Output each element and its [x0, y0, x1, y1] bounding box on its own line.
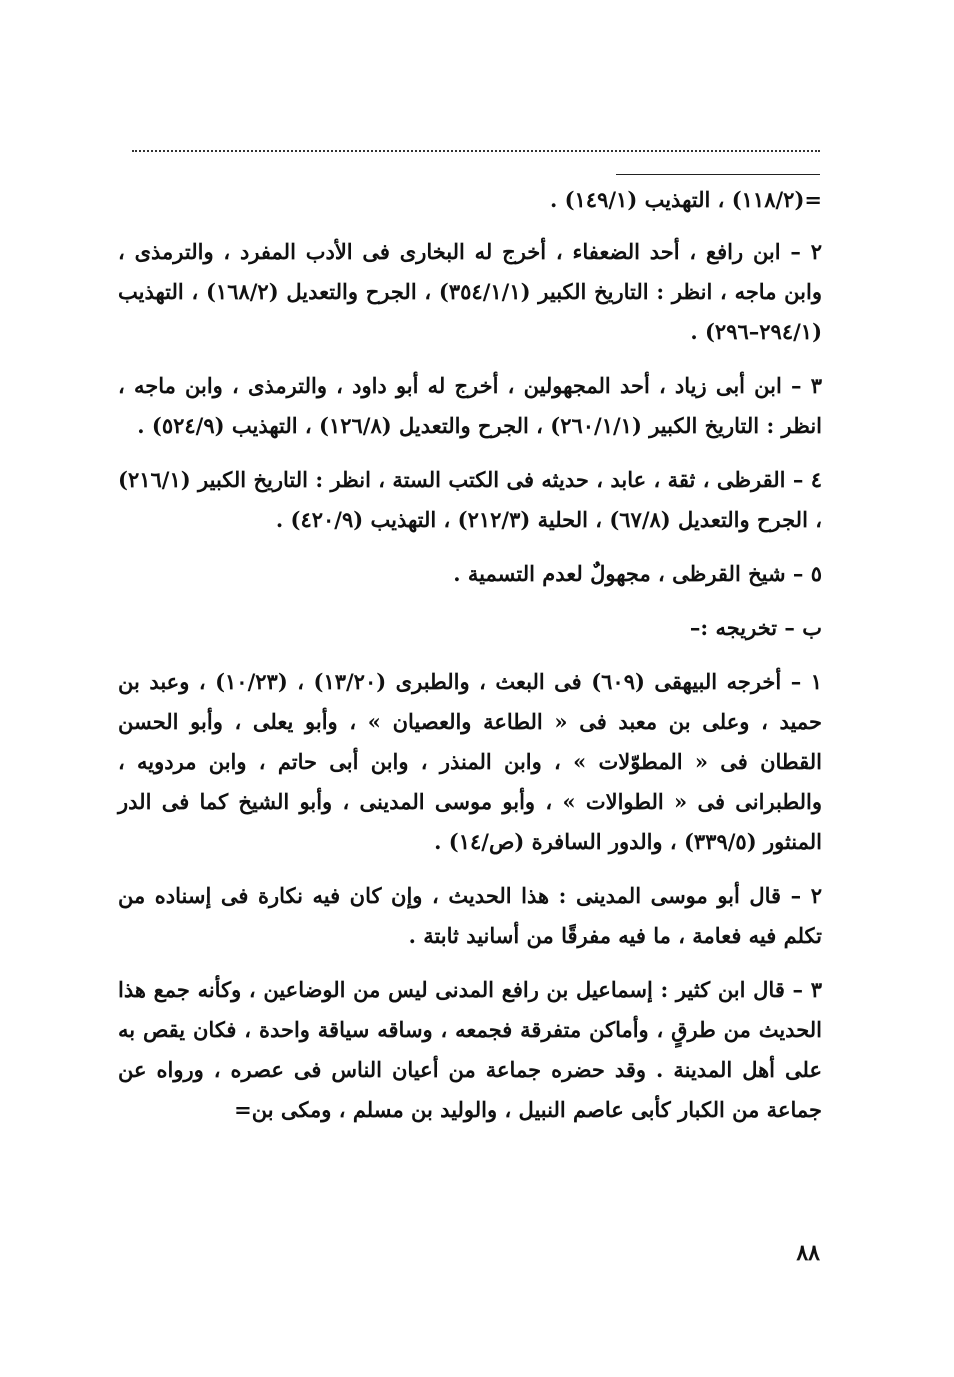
- footnote-separator: [616, 174, 820, 175]
- page-number: ٨٨: [796, 1240, 820, 1266]
- dotted-separator: [132, 150, 820, 152]
- footnote-item-2: ٢ – ابن رافع ، أحد الضعفاء ، أخرج له البخارى فى الأدب المفرد ، والترمذى ، وابن ماجه ، انظر : التاريخ الكبير (٣٥٤/١/١) ، الجرح والتعديل (١٦٨/٢) ، التهذيب (٢٩٤/١–٢٩٦) .: [118, 239, 822, 344]
- takhrij-item-2: ٢ – قال أبو موسى المدينى : هذا الحديث ، وإن كان فيه نكارة فى إسناده من تكلم فيه فعامة ، ما فيه مفرقًا من أسانيد ثابتة .: [118, 883, 822, 948]
- footnote-continuation: =(١١٨/٢) ، التهذيب (١٤٩/١) .: [549, 187, 822, 212]
- footnote-item-3: ٣ – ابن أبى زياد ، أحد المجهولين ، أخرج له أبو داود ، والترمذى ، وابن ماجه ، انظر : التاريخ الكبير (٢٦٠/١/١) ، الجرح والتعديل (١٢٦/٨) ، التهذيب (٥٢٤/٩) .: [118, 373, 822, 438]
- text-column: [118, 180, 822, 1130]
- takhrij-item-1: ١ – أخرجه البيهقى (٦٠٩) فى البعث ، والطبرى (١٣/٢٠) ، (١٠/٢٣) ، وعبد بن حميد ، وعلى بن معبد فى « الطاعة والعصيان » ، وأبو يعلى ، وأبو الحسن القطان فى « المطوّلات » ، وابن المنذر ، وابن أبى حاتم ، وابن مردويه ، والطبرانى فى « الطوالات » ، وأبو موسى المدينى ، وأبو الشيخ كما فى الدر المنثور (٣٣٩/٥) ، والدور السافرة (ص/١٤) .: [118, 669, 822, 854]
- takhrij-item-3: [118, 970, 822, 1130]
- footnote-item-5: ٥ – شيخ القرظى ، مجهولٌ لعدم التسمية .: [453, 561, 822, 586]
- footnote-item-4: ٤ – القرظى ، ثقة ، عابد ، حديثه فى الكتب الستة ، انظر : التاريخ الكبير (٢١٦/١) ، الجرح والتعديل (٦٧/٨) ، الحلية (٢١٢/٣) ، التهذيب (٤٢٠/٩) .: [118, 467, 822, 532]
- takhrij-item-3-text: ٣ – قال ابن كثير : إسماعيل بن رافع المدنى ليس من الوضاعين ، وكأنه جمع هذا الحديث من طرقٍ ، وأماكن متفرقة فجمعه ، وساقه سياقة واحدة ، فكان يقص به على أهل المدينة . وقد حضره جماعة من أعيان الناس فى عصره ، ورواه عن جماعة من الكبار كأبى عاصم النبيل ، والوليد بن مسلم ، ومكى بن: [118, 977, 822, 1122]
- continuation-mark: =: [234, 1097, 252, 1122]
- section-heading: ب – تخريجه :–: [689, 615, 822, 640]
